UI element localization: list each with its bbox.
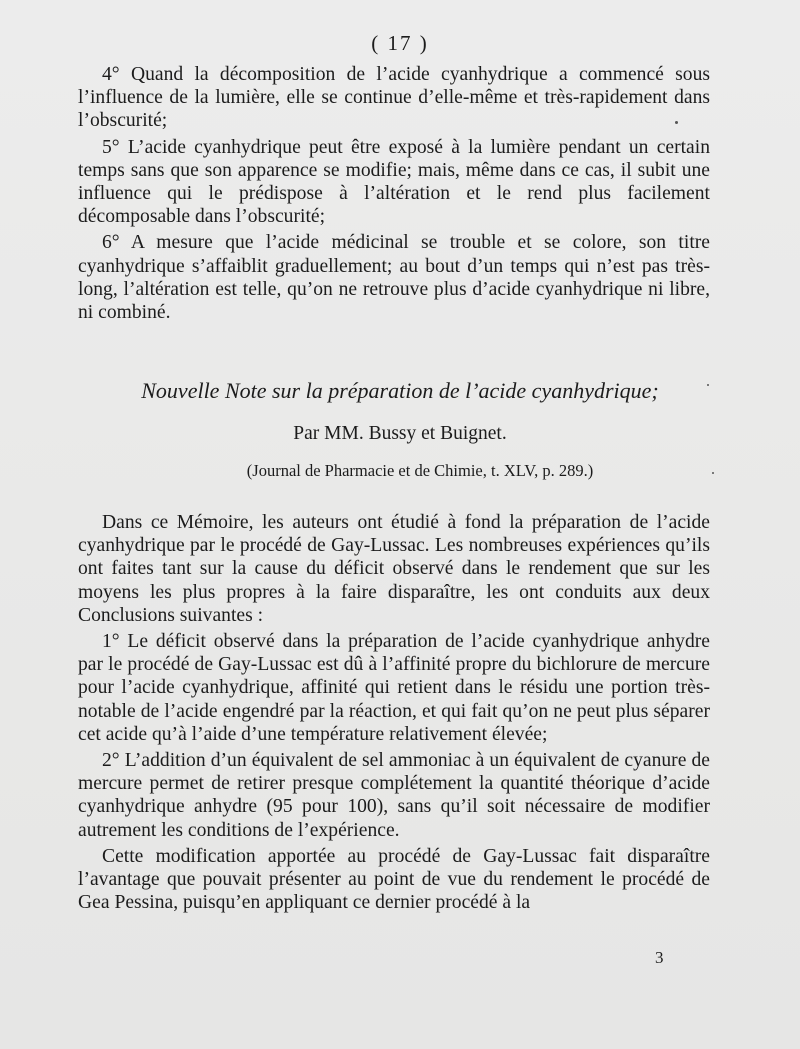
paragraph: 6° A mesure que l’acide médicinal se trouble et se colore, son titre cyanhydrique s’affaiblit graduellement; au bout d’un temps qui n’est pas très-long, l’altération est telle, qu’on ne retrouve plus d’acide cyanhydrique ni libre, ni combiné. — [78, 232, 710, 324]
article-source: (Journal de Pharmacie et de Chimie, t. XLV, p. 289.) — [246, 461, 594, 480]
signature-mark: 3 — [655, 948, 664, 967]
paragraph: 4° Quand la décomposition de l’acide cyanhydrique a commencé sous l’influence de la lumière, elle se continue d’elle-même et très-rapidement dans l’obscurité; — [78, 64, 710, 132]
article-authors: Par MM. Bussy et Buignet. — [293, 423, 507, 444]
conclusions-list — [78, 63, 710, 327]
ink-speck — [707, 384, 709, 386]
paragraph: Cette modification apportée au procédé de Gay-Lussac fait disparaître l’avantage que pouvait présenter au point de vue du rendement le procédé de Gea Pessina, puisqu’en appliquant ce dernier procédé à la — [78, 845, 710, 914]
ink-speck — [712, 472, 714, 474]
article-body — [78, 511, 710, 917]
page-number: ( 17 ) — [371, 31, 429, 55]
paragraph: 5° L’acide cyanhydrique peut être exposé à la lumière pendant un certain temps sans que son apparence se modifie; mais, même dans ce cas, il subit une influence qui le prédispose à l’altération et le rend plus facilement décomposable dans l’obscurité; — [78, 136, 710, 228]
article-title: Nouvelle Note sur la préparation de l’acide cyanhydrique; — [141, 378, 659, 403]
paragraph: Dans ce Mémoire, les auteurs ont étudié à fond la préparation de l’acide cyanhydrique par le procédé de Gay-Lussac. Les nombreuses expériences qu’ils ont faites tant sur la cause du déficit observé dans le rendement que sur les moyens les plus propres à la faire disparaître, les ont conduits aux deux Conclusions suivantes : — [78, 512, 710, 626]
ink-speck — [675, 121, 678, 124]
paragraph: 2° L’addition d’un équivalent de sel ammoniac à un équivalent de cyanure de mercure permet de retirer presque complétement la quantité théorique d’acide cyanhydrique anhydre (95 pour 100), sans qu’il soit nécessaire de modifier autrement les conditions de l’expérience. — [78, 750, 710, 841]
paragraph: 1° Le déficit observé dans la préparation de l’acide cyanhydrique anhydre par le procédé de Gay-Lussac est dû à l’affinité propre du bichlorure de mercure pour l’acide cyanhydrique, affinité qui retient dans le résidu une portion très-notable de l’acide engendré par la réaction, et qui fait qu’on ne peut plus séparer cet acide qu’à l’aide d’une température relativement élevée; — [78, 631, 710, 745]
